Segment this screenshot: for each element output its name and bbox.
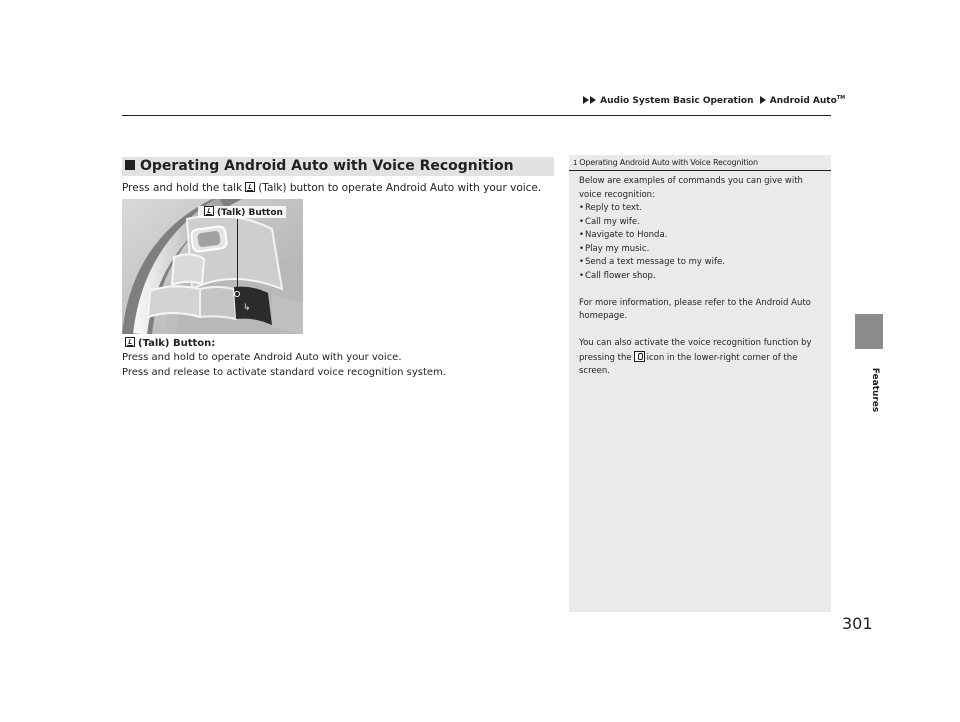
arrow-right-icon [583, 96, 589, 104]
intro-paragraph [122, 182, 541, 194]
section-tab-label: Features [870, 367, 880, 413]
breadcrumb-item-android-auto[interactable]: Android Auto [769, 96, 837, 106]
callout-leader-line [237, 219, 238, 293]
svg-text:↳: ↳ [243, 303, 251, 313]
note-heading-text: Operating Android Auto with Voice Recognition [579, 158, 758, 167]
section-title [125, 158, 514, 174]
callout-pointer-dot [234, 291, 240, 297]
talk-button-heading-text: (Talk) Button: [138, 338, 216, 349]
arrow-right-icon [760, 96, 766, 104]
note-heading [573, 158, 758, 167]
intro-text-start: Press and hold the talk [122, 182, 243, 194]
command-item: • Navigate to Honda. [579, 229, 824, 243]
command-item: • Send a text message to my wife. [579, 256, 824, 270]
note-intro: Below are examples of commands you can give with voice recognition: [579, 176, 803, 200]
command-item: • Call my wife. [579, 216, 824, 230]
breadcrumb-item-audio-system[interactable]: Audio System Basic Operation [600, 96, 754, 106]
steering-wheel-illustration [122, 199, 303, 334]
steering-wheel-photo [122, 199, 303, 334]
section-tab [855, 314, 883, 349]
talk-icon [245, 182, 255, 192]
header-rule [122, 115, 831, 116]
note-activate-info [579, 337, 824, 379]
command-item: • Reply to text. [579, 202, 824, 216]
figure-callout [198, 206, 286, 218]
talk-button-press-release: Press and release to activate standard voice recognition system. [122, 367, 446, 378]
section-title-text: Operating Android Auto with Voice Recognition [140, 158, 514, 174]
figure-callout-text: (Talk) Button [217, 208, 283, 218]
breadcrumb [583, 95, 845, 106]
note-more-info: For more information, please refer to the Android Auto homepage. [579, 297, 811, 321]
arrow-right-icon [590, 96, 596, 104]
microphone-icon [634, 351, 645, 362]
command-item: • Play my music. [579, 243, 824, 257]
talk-icon [204, 206, 214, 216]
note-reference-number: 1 [573, 159, 578, 167]
talk-icon [125, 337, 135, 347]
note-activate-text-end: icon in the lower-right corner of the screen. [579, 352, 798, 376]
intro-text-end: (Talk) button to operate Android Auto with your voice. [258, 182, 542, 194]
command-item: • Call flower shop. [579, 270, 824, 284]
note-body [579, 175, 824, 379]
talk-button-press-hold: Press and hold to operate Android Auto with your voice. [122, 352, 402, 363]
square-bullet-icon [125, 160, 135, 170]
talk-button-heading [122, 337, 215, 349]
note-rule [569, 170, 831, 171]
page-number: 301 [842, 614, 873, 633]
note-activate-text-start: You can also activate the voice recognition function by pressing the [579, 338, 812, 363]
trademark-mark: TM [836, 95, 846, 101]
